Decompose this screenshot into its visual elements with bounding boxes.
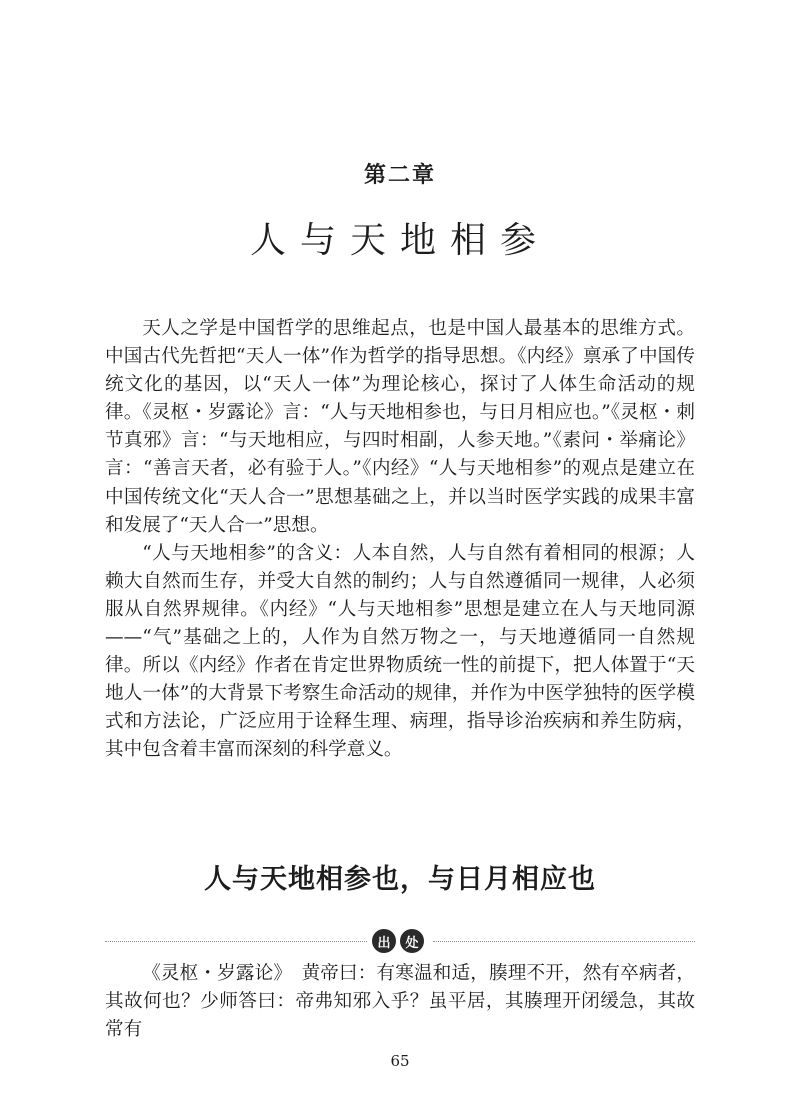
intro-text bbox=[105, 315, 695, 765]
chapter-title: 人与天地相参 bbox=[249, 220, 550, 261]
source-badge-group bbox=[372, 929, 424, 953]
source-quote bbox=[105, 960, 695, 1044]
intro-paragraph-1: 天人之学是中国哲学的思维起点，也是中国人最基本的思维方式。中国古代先哲把“天人一体”作为哲学的指导思想。《内经》禀承了中国传统文化的基因，以“天人一体”为理论核心，探讨了人体生命活动的规律。《灵枢・岁露论》言：“人与天地相参也，与日月相应也。”《灵枢・刺节真邪》言：“与天地相应，与四时相副，人参天地。”《素问・举痛论》言：“善言天者，必有验于人。”《内经》“人与天地相参”的观点是建立在中国传统文化“天人合一”思想基础之上，并以当时医学实践的成果丰富和发展了“天人合一”思想。 bbox=[105, 318, 695, 536]
source-divider bbox=[105, 927, 695, 957]
chapter-label: 第二章 bbox=[363, 162, 436, 188]
source-badge-chu: 出 bbox=[372, 929, 396, 953]
dotted-rule-left bbox=[105, 941, 367, 942]
page-number: 65 bbox=[390, 1052, 410, 1070]
section-title: 人与天地相参也，与日月相应也 bbox=[204, 864, 596, 895]
source-paragraph: 《灵枢・岁露论》 黄帝曰：有寒温和适，腠理不开，然有卒病者，其故何也？少师答曰：帝弗知邪入乎？虽平居，其腠理开闭缓急，其故常有 bbox=[105, 963, 695, 1041]
intro-paragraph-2: “人与天地相参”的含义：人本自然，人与自然有着相同的根源；人赖大自然而生存，并受大自然的制约；人与自然遵循同一规律，人必须服从自然界规律。《内经》“人与天地相参”思想是建立在人与天地同源——“气”基础之上的，人作为自然万物之一，与天地遵循同一自然规律。所以《内经》作者在肯定世界物质统一性的前提下，把人体置于“天地人一体”的大背景下考察生命活动的规律，并作为中医学独特的医学模式和方法论，广泛应用于诠释生理、病理，指导诊治疾病和养生防病，其中包含着丰富而深刻的科学意义。 bbox=[105, 542, 695, 761]
source-badge-chu2: 处 bbox=[400, 929, 424, 953]
dotted-rule-right bbox=[433, 941, 695, 942]
